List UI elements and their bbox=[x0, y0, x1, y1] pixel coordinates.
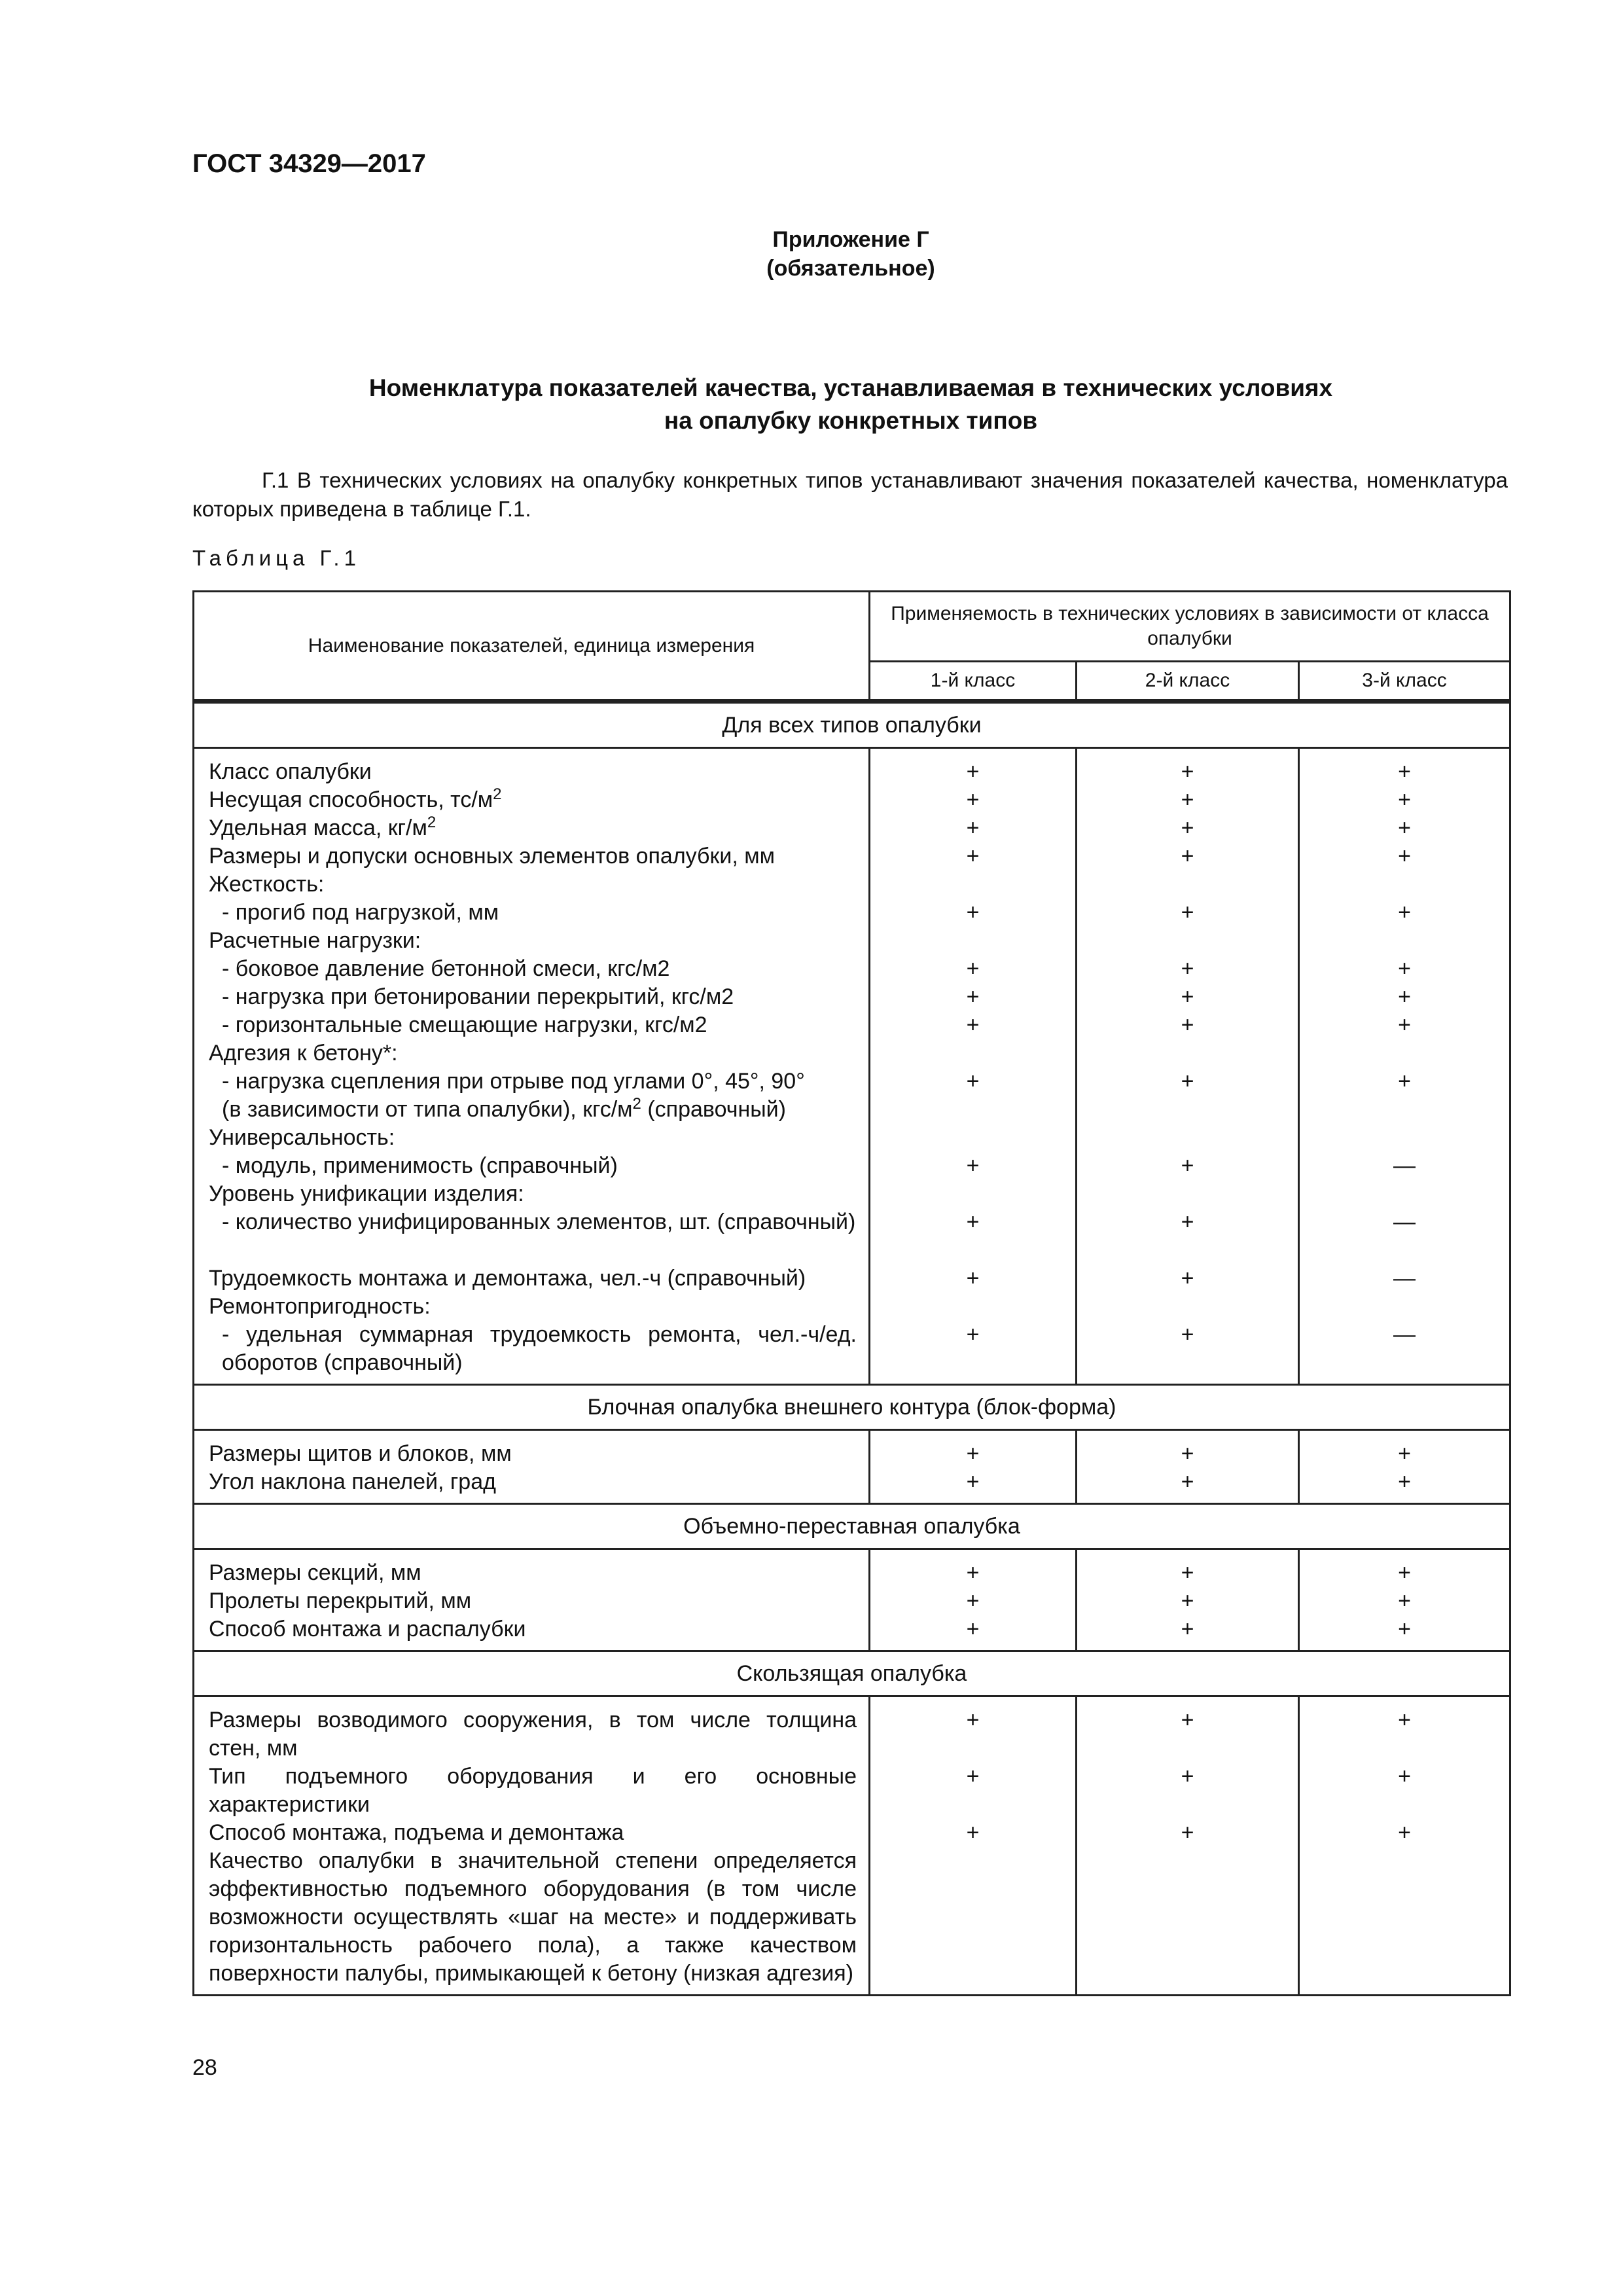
indicator-names bbox=[194, 1549, 870, 1651]
indicator-name: Тип подъемного оборудования и его основные характеристики bbox=[209, 1764, 857, 1817]
indicator-group: Адгезия к бетону*: bbox=[209, 1041, 398, 1066]
indicator-name: Класс опалубки bbox=[209, 759, 372, 784]
indicator-names bbox=[194, 1696, 870, 1996]
page-number: 28 bbox=[192, 2055, 217, 2080]
indicator-names bbox=[194, 748, 870, 1385]
indicator-name: Способ монтажа и распалубки bbox=[209, 1617, 526, 1641]
indicator-name: - нагрузка при бетонировании перекрытий, кгс/м2 bbox=[222, 984, 734, 1009]
indicator-name: Угол наклона панелей, град bbox=[209, 1469, 496, 1494]
appendix-status: (обязательное) bbox=[766, 256, 935, 281]
indicator-name: Способ монтажа, подъема и демонтажа bbox=[209, 1820, 624, 1845]
class-2-marks: + + + + + + + + + + + + + bbox=[1077, 748, 1299, 1385]
class-2-marks: + + + bbox=[1077, 1549, 1299, 1651]
class-3-marks: + + bbox=[1299, 1430, 1510, 1504]
section-title: Скользящая опалубка bbox=[194, 1651, 1510, 1696]
indicator-name: Размеры возводимого сооружения, в том числе толщина стен, мм bbox=[209, 1708, 857, 1761]
class-1-marks: + + + + + + + + + + + + + bbox=[870, 748, 1077, 1385]
section-title: Объемно-переставная опалубка bbox=[194, 1504, 1510, 1549]
page-title bbox=[0, 372, 1623, 437]
class-3-marks: + + + bbox=[1299, 1549, 1510, 1651]
indicator-name: Несущая способность, $тс/м^2$ bbox=[209, 785, 502, 812]
indicator-name: Размеры и допуски основных элементов опалубки, мм bbox=[209, 844, 776, 869]
quality-indicators-table bbox=[192, 590, 1511, 1996]
appendix-heading bbox=[0, 225, 1623, 283]
indicator-name: - модуль, применимость (справочный) bbox=[222, 1153, 618, 1178]
indicator-names bbox=[194, 1430, 870, 1504]
indicator-name: Пролеты перекрытий, мм bbox=[209, 1588, 472, 1613]
section-title: Блочная опалубка внешнего контура (блок-форма) bbox=[194, 1385, 1510, 1430]
table-caption: Таблица Г.1 bbox=[192, 546, 361, 570]
intro-paragraph: Г.1 В технических условиях на опалубку конкретных типов устанавливают значения показателей качества, номенклатура которых приведена в таблице Г.1. bbox=[192, 468, 1508, 521]
indicator-name-continued: (в зависимости от типа опалубки), кгс/$м^2$ (справочный) bbox=[222, 1095, 786, 1122]
title-line-2: на опалубку конкретных типов bbox=[664, 407, 1038, 434]
class-1-marks: + + + bbox=[870, 1696, 1077, 1996]
header-applicability: Применяемость в технических условиях в зависимости от класса опалубки bbox=[870, 592, 1510, 662]
header-indicator-name: Наименование показателей, единица измерения bbox=[194, 592, 870, 702]
document-code: ГОСТ 34329—2017 bbox=[192, 149, 426, 178]
indicator-group: Уровень унификации изделия: bbox=[209, 1181, 524, 1206]
indicator-name: - боковое давление бетонной смеси, кгс/м2 bbox=[222, 956, 670, 981]
indicator-name: Трудоемкость монтажа и демонтажа, чел.-ч (справочный) bbox=[209, 1266, 806, 1291]
class-1-marks: + + bbox=[870, 1430, 1077, 1504]
header-class-1: 1-й класс bbox=[870, 662, 1077, 702]
class-3-marks: + + + + + + + + + — — — — bbox=[1299, 748, 1510, 1385]
appendix-label: Приложение Г bbox=[772, 227, 929, 252]
class-1-marks: + + + bbox=[870, 1549, 1077, 1651]
class-3-marks: + + + bbox=[1299, 1696, 1510, 1996]
title-line-1: Номенклатура показателей качества, устанавливаемая в технических условиях bbox=[368, 374, 1333, 401]
indicator-name: - горизонтальные смещающие нагрузки, кгс/м2 bbox=[222, 1013, 707, 1037]
class-2-marks: + + bbox=[1077, 1430, 1299, 1504]
indicator-name: - количество унифицированных элементов, шт. (справочный) bbox=[222, 1210, 856, 1234]
indicator-name: Удельная масса, $кг/м^2$ bbox=[209, 814, 437, 840]
indicator-name: - удельная суммарная трудоемкость ремонта, чел.-ч/ед. оборотов (справочный) bbox=[222, 1322, 857, 1375]
indicator-note: Качество опалубки в значительной степени определяется эффективностью подъемного оборудования (в том числе возможности осуществлять «шаг на месте» и поддерживать горизонтальность рабочего пола), а также качеством поверхности палубы, примыкающей к бетону (низкая адгезия) bbox=[209, 1848, 857, 1986]
indicator-group: Жесткость: bbox=[209, 872, 325, 897]
indicator-name: Размеры щитов и блоков, мм bbox=[209, 1441, 512, 1466]
indicator-group: Расчетные нагрузки: bbox=[209, 928, 421, 953]
header-class-3: 3-й класс bbox=[1299, 662, 1510, 702]
indicator-name: - нагрузка сцепления при отрыве под углами 0°, 45°, 90° bbox=[222, 1069, 805, 1094]
indicator-group: Универсальность: bbox=[209, 1125, 395, 1150]
section-title: Для всех типов опалубки bbox=[194, 702, 1510, 748]
indicator-name: Размеры секций, мм bbox=[209, 1560, 421, 1585]
class-2-marks: + + + bbox=[1077, 1696, 1299, 1996]
header-class-2: 2-й класс bbox=[1077, 662, 1299, 702]
indicator-group: Ремонтопригодность: bbox=[209, 1294, 431, 1319]
indicator-name: - прогиб под нагрузкой, мм bbox=[222, 900, 499, 925]
